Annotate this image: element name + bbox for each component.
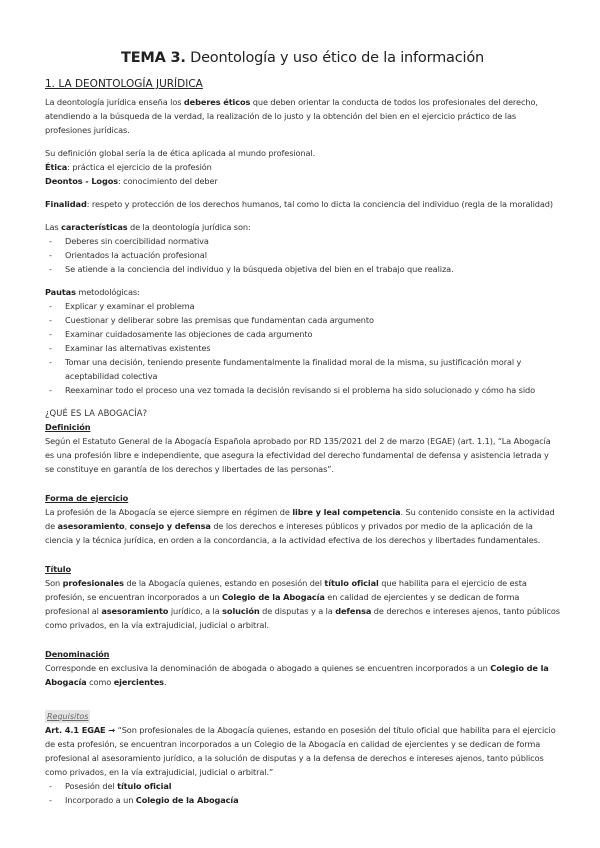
definition-line: Su definición global sería la de ética aplicada al mundo profesional. [45, 148, 316, 158]
list-item: - Tomar una decisión, teniendo presente fundamentalmente la finalidad moral de la misma, su justificación moral y aceptabilidad colectiva [45, 355, 560, 383]
deontos-line: Deontos - Logos: conocimiento del deber [45, 176, 218, 186]
pautas-list [45, 299, 560, 397]
list-item: - Incorporado a un Colegio de la Abogacía [45, 793, 560, 807]
requisitos-list [45, 779, 560, 807]
titulo-heading: Título [45, 564, 71, 574]
forma-ejercicio-heading: Forma de ejercicio [45, 493, 129, 503]
list-item: - Posesión del título oficial [45, 779, 560, 793]
titulo-text: Son profesionales de la Abogacía quienes, estando en posesión del título oficial que habilita para el ejercicio de esta profesión, se encuentran incorporados a un Colegio de la Abogacía en calidad de ejercientes y se dedican de forma profesional al asesoramiento jurídico, a la solución de disputas y a la defensa de derechos e intereses ajenos, tanto públicos como privados, en la vía extrajudicial, judicial o arbitral. [45, 578, 560, 630]
list-item: - Explicar y examinar el problema [45, 299, 560, 313]
forma-ejercicio-text: La profesión de la Abogacía se ejerce siempre en régimen de libre y leal competencia. Su contenido consiste en la actividad de asesoramiento, consejo y defensa de los derechos e intereses públicos y privados por medio de la aplicación de la ciencia y la técnica jurídica, en orden a la concordancia, a la actividad efectiva de los derechos y libertades fundamentales. [45, 507, 555, 545]
list-item: - Deberes sin coercibilidad normativa [45, 234, 560, 248]
caracteristicas-intro: Las características de la deontología jurídica son: [45, 222, 251, 232]
list-item: - Se atiende a la conciencia del individuo y la búsqueda objetiva del bien en el trabajo que realiza. [45, 262, 560, 276]
etica-line: Ética: práctica el ejercicio de la profesión [45, 162, 212, 172]
section-heading-abogacia: ¿QUÉ ES LA ABOGACÍA? [45, 408, 148, 418]
section-heading-deontologia: 1. LA DEONTOLOGÍA JURÍDICA [45, 78, 203, 90]
denominacion-text: Corresponde en exclusiva la denominación de abogada o abogado a quienes se encuentren incorporados a un Colegio de la Abogacía como ejercientes. [45, 663, 549, 687]
list-item: - Orientados la actuación profesional [45, 248, 560, 262]
denominacion-heading: Denominación [45, 649, 110, 659]
pautas-intro: Pautas metodológicas: [45, 287, 140, 297]
art-text: Art. 4.1 EGAE → “Son profesionales de la Abogacía quienes, estando en posesión del título oficial que habilita para el ejercicio de esta profesión, se encuentran incorporados a un Colegio de la Abogacía en calidad de ejercientes y se dedican de forma profesional al asesoramiento jurídico, a la solución de disputas y a la defensa de derechos e intereses ajenos, tanto públicos como privados, en la vía extrajudicial, judicial o arbitral.” [45, 725, 556, 777]
document-page [45, 50, 560, 807]
list-item: - Examinar las alternativas existentes [45, 341, 560, 355]
definicion-heading: Definición [45, 422, 91, 432]
intro-paragraph: La deontología jurídica enseña los deberes éticos que deben orientar la conducta de todos los profesionales del derecho, atendiendo a la búsqueda de la verdad, la realización de lo justo y la obtención del bien en el ejercicio práctico de las profesiones jurídicas. [45, 97, 538, 135]
definicion-text: Según el Estatuto General de la Abogacía Española aprobado por RD 135/2021 del 2 de marzo (EGAE) (art. 1.1), “La Abogacía es una profesión libre e independiente, que asegura la efectividad del derecho fundamental de defensa y asistencia letrada y se constituye en garantía de los derechos y libertades de las personas”. [45, 436, 551, 474]
page-title: TEMA 3. Deontología y uso ético de la información [121, 50, 484, 66]
list-item: - Reexaminar todo el proceso una vez tomada la decisión revisando si el problema ha sido solucionado y cómo ha sido [45, 383, 560, 397]
finalidad-line: Finalidad: respeto y protección de los derechos humanos, tal como lo dicta la conciencia del individuo (regla de la moralidad) [45, 199, 553, 209]
requisitos-heading: Requisitos [47, 712, 89, 721]
caracteristicas-list [45, 234, 560, 276]
list-item: - Examinar cuidadosamente las objeciones de cada argumento [45, 327, 560, 341]
list-item: - Cuestionar y deliberar sobre las premisas que fundamentan cada argumento [45, 313, 560, 327]
